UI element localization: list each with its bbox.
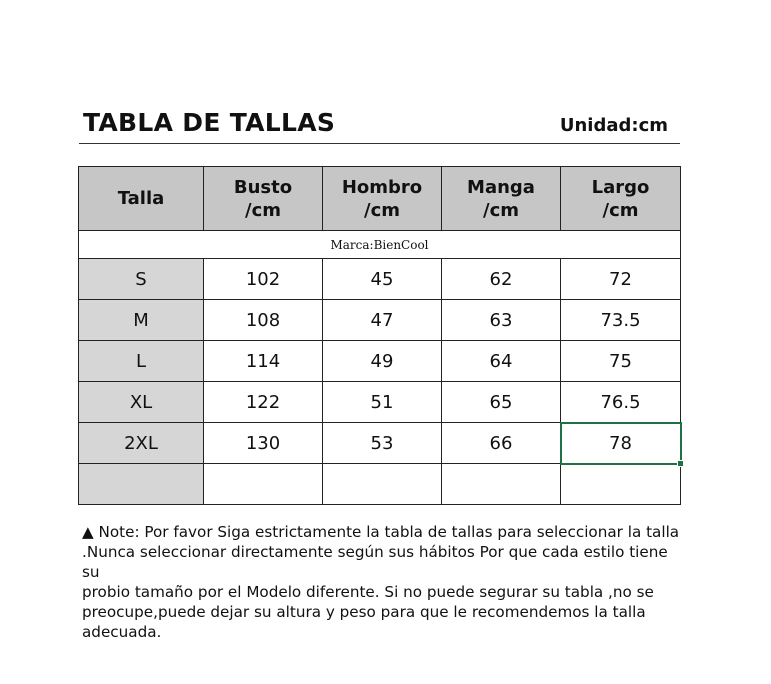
size-cell[interactable]: 2XL — [79, 423, 204, 464]
busto-cell[interactable] — [204, 464, 323, 505]
brand-cell[interactable]: Marca:BienCool — [79, 231, 681, 259]
manga-cell[interactable]: 65 — [442, 382, 561, 423]
size-cell[interactable]: XL — [79, 382, 204, 423]
largo-cell[interactable] — [561, 464, 681, 505]
selected-largo-cell[interactable] — [561, 423, 681, 464]
hombro-cell[interactable]: 49 — [323, 341, 442, 382]
busto-cell[interactable]: 102 — [204, 259, 323, 300]
column-header-hombro[interactable] — [323, 167, 442, 231]
table-row-empty — [79, 464, 681, 505]
size-cell[interactable] — [79, 464, 204, 505]
manga-cell[interactable]: 63 — [442, 300, 561, 341]
column-header-label: Talla — [117, 188, 165, 209]
size-cell[interactable]: M — [79, 300, 204, 341]
busto-cell[interactable]: 130 — [204, 423, 323, 464]
column-header-label: Largo /cm — [591, 176, 650, 221]
size-note: ▲ Note: Por favor Siga estrictamente la tabla de tallas para seleccionar la talla .Nunca seleccionar directamente según sus hábitos Por que cada estilo tiene su probio tamaño por el Modelo diferente. Si no puede segurar su tabla ,no se preocupe,puede dejar su altura y peso para que le recomendemos la talla adecuada. — [82, 523, 680, 641]
hombro-cell[interactable]: 45 — [323, 259, 442, 300]
hombro-cell[interactable] — [323, 464, 442, 505]
manga-cell[interactable]: 66 — [442, 423, 561, 464]
column-header-label: Hombro /cm — [341, 176, 423, 221]
cell-value: 78 — [609, 432, 632, 454]
hombro-cell[interactable]: 47 — [323, 300, 442, 341]
brand-row — [79, 231, 681, 259]
largo-cell[interactable]: 75 — [561, 341, 681, 382]
table-row — [79, 341, 681, 382]
fill-handle[interactable] — [677, 460, 684, 467]
busto-cell[interactable]: 122 — [204, 382, 323, 423]
column-header-largo[interactable] — [561, 167, 681, 231]
busto-cell[interactable]: 108 — [204, 300, 323, 341]
column-header-label: Manga /cm — [467, 176, 535, 221]
hombro-cell[interactable]: 51 — [323, 382, 442, 423]
table-row — [79, 423, 681, 464]
largo-cell[interactable]: 73.5 — [561, 300, 681, 341]
hombro-cell[interactable]: 53 — [323, 423, 442, 464]
manga-cell[interactable]: 62 — [442, 259, 561, 300]
column-header-label: Busto /cm — [233, 176, 293, 221]
table-row — [79, 382, 681, 423]
table-header-row — [79, 167, 681, 231]
chart-header — [79, 108, 680, 144]
largo-cell[interactable]: 76.5 — [561, 382, 681, 423]
manga-cell[interactable]: 64 — [442, 341, 561, 382]
manga-cell[interactable] — [442, 464, 561, 505]
page-title: TABLA DE TALLAS — [83, 108, 336, 137]
table-row — [79, 259, 681, 300]
column-header-busto[interactable] — [204, 167, 323, 231]
table-row — [79, 300, 681, 341]
busto-cell[interactable]: 114 — [204, 341, 323, 382]
column-header-talla[interactable] — [79, 167, 204, 231]
size-table — [78, 166, 681, 505]
size-cell[interactable]: S — [79, 259, 204, 300]
unit-label: Unidad:cm — [559, 115, 668, 136]
column-header-manga[interactable] — [442, 167, 561, 231]
size-cell[interactable]: L — [79, 341, 204, 382]
largo-cell[interactable]: 72 — [561, 259, 681, 300]
